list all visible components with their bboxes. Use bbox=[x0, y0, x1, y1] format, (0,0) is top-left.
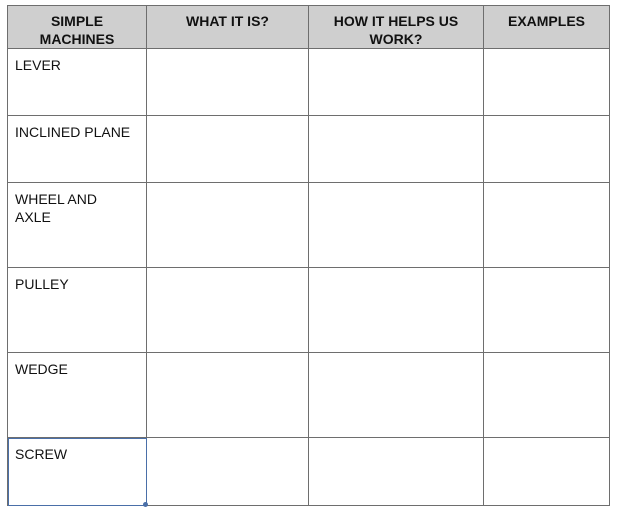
machine-name-cell[interactable] bbox=[8, 183, 147, 268]
header-label: EXAMPLES bbox=[507, 13, 585, 29]
machine-name-cell[interactable] bbox=[8, 49, 147, 116]
table-row bbox=[8, 49, 610, 116]
simple-machines-table bbox=[7, 5, 610, 506]
examples-cell[interactable] bbox=[484, 268, 610, 353]
header-simple-machines[interactable] bbox=[8, 6, 147, 49]
header-row bbox=[8, 6, 610, 49]
what-it-is-cell[interactable] bbox=[147, 268, 309, 353]
examples-cell[interactable] bbox=[484, 49, 610, 116]
what-it-is-cell[interactable] bbox=[147, 183, 309, 268]
table-row bbox=[8, 116, 610, 183]
how-it-helps-cell[interactable] bbox=[309, 353, 484, 438]
machine-name: INCLINED PLANE bbox=[15, 124, 131, 140]
machine-name: SCREW bbox=[15, 446, 68, 462]
what-it-is-cell[interactable] bbox=[147, 49, 309, 116]
table-row bbox=[8, 268, 610, 353]
machine-name: WHEEL AND AXLE bbox=[15, 191, 97, 225]
header-label: WHAT IT IS? bbox=[186, 13, 269, 29]
how-it-helps-cell[interactable] bbox=[309, 438, 484, 506]
examples-cell[interactable] bbox=[484, 353, 610, 438]
machine-name-cell-selected[interactable] bbox=[8, 438, 147, 506]
header-how-it-helps[interactable] bbox=[309, 6, 484, 49]
what-it-is-cell[interactable] bbox=[147, 438, 309, 506]
examples-cell[interactable] bbox=[484, 438, 610, 506]
header-label: HOW IT HELPS US WORK? bbox=[333, 13, 459, 47]
how-it-helps-cell[interactable] bbox=[309, 49, 484, 116]
examples-cell[interactable] bbox=[484, 116, 610, 183]
what-it-is-cell[interactable] bbox=[147, 116, 309, 183]
how-it-helps-cell[interactable] bbox=[309, 116, 484, 183]
table-row bbox=[8, 353, 610, 438]
how-it-helps-cell[interactable] bbox=[309, 183, 484, 268]
what-it-is-cell[interactable] bbox=[147, 353, 309, 438]
header-what-it-is[interactable] bbox=[147, 6, 309, 49]
selection-resize-handle[interactable] bbox=[143, 502, 148, 507]
machine-name: LEVER bbox=[15, 57, 61, 73]
header-examples[interactable] bbox=[484, 6, 610, 49]
machine-name: PULLEY bbox=[15, 276, 69, 292]
machine-name: WEDGE bbox=[15, 361, 68, 377]
examples-cell[interactable] bbox=[484, 183, 610, 268]
machine-name-cell[interactable] bbox=[8, 116, 147, 183]
header-label: SIMPLE MACHINES bbox=[39, 13, 115, 47]
machine-name-cell[interactable] bbox=[8, 353, 147, 438]
machine-name-cell[interactable] bbox=[8, 268, 147, 353]
how-it-helps-cell[interactable] bbox=[309, 268, 484, 353]
table-row bbox=[8, 183, 610, 268]
table-row bbox=[8, 438, 610, 506]
